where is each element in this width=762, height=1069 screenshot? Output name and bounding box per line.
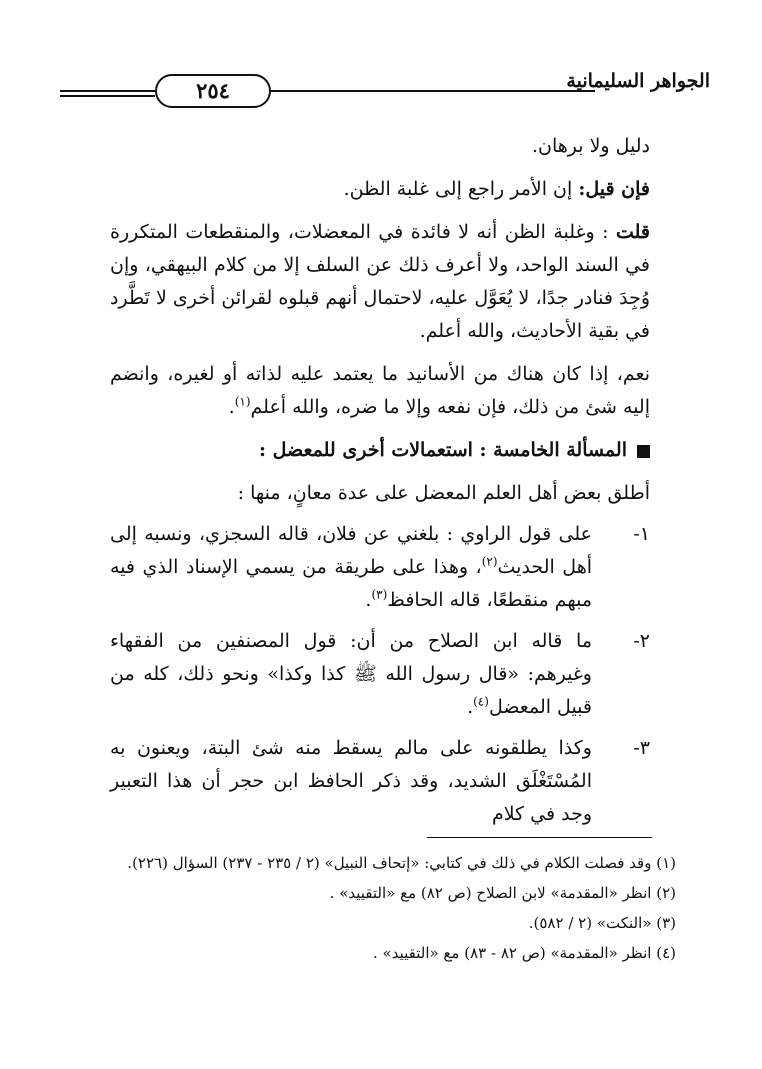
footnote-4: (٤) انظر «المقدمة» (ص ٨٢ - ٨٣) مع «التقييد» . [373,944,676,962]
list-item [110,625,650,724]
square-bullet-icon [637,445,650,458]
header-rule [60,90,595,92]
item-text-a: ما قاله ابن الصلاح من أن: قول المصنفين من الفقهاء وغيرهم: «قال رسول الله ﷺ كذا وكذا» ونحو ذلك، كله من قبيل المعضل [110,630,592,718]
item-number: ١- [633,523,650,545]
item-text-b: ، وهذا على طريقة من يسمي الإسناد الذي فيه مبهم منقطعًا، قاله الحافظ [110,556,592,611]
list-item [110,732,650,831]
paragraph-4-end: . [228,396,235,418]
answer-lead: قلت [615,221,650,243]
question-lead: فإن قيل: [578,178,650,200]
paragraph-4 [110,358,650,424]
answer-text: : وغلبة الظن أنه لا فائدة في المعضلات، والمنقطعات المتكررة في السند الواحد، ولا أعرف ذلك عن السلف إلا من كلام البيهقي، وإن وُجِدَ فنادر جدًا، لا يُعَوَّل عليه، لاحتمال أنهم قبلوه لقرائن أخرى لا تَطَّرد في بقية الأحاديث، والله أعلم. [110,221,650,342]
item-text-b: . [467,696,474,718]
footnote-ref-4: (٤) [473,694,489,709]
question-text: إن الأمر راجع إلى غلبة الظن. [343,178,579,200]
footnote-1: (١) وقد فصلت الكلام في ذلك في كتابي: «إتحاف النبيل» (٢ / ٢٣٥ - ٢٣٧) السؤال (٢٢٦). [127,854,676,872]
running-title: الجواهر السليمانية [566,70,710,92]
paragraph-4-text: نعم، إذا كان هناك من الأسانيد ما يعتمد عليه لذاته أو لغيره، وانضم إليه شئ من ذلك، فإن نفعه وإلا ما ضره، والله أعلم [110,363,650,418]
item-number: ٢- [633,630,650,652]
item-number: ٣- [633,737,650,759]
item-text-c: . [365,589,372,611]
footnote-ref-2: (٢) [481,554,498,569]
item-text [110,518,592,617]
footnotes [76,848,676,968]
footnote-separator [427,837,652,838]
section-heading [110,434,650,467]
paragraph-1: دليل ولا برهان. [531,135,650,157]
paragraph-2 [110,173,650,206]
item-text [110,625,592,724]
item-text: وكذا يطلقونه على مالم يسقط منه شئ البتة، ويعنون به المُسْتَغْلَق الشديد، وقد ذكر الحافظ ابن حجر أن هذا التعبير وجد في كلام [110,737,592,825]
paragraph-3 [110,216,650,348]
item-text-a: على قول الراوي : بلغني عن فلان، قاله السجزي، ونسبه إلى أهل الحديث [110,523,592,578]
main-text [110,130,650,831]
footnote-3: (٣) «النكت» (٢ / ٥٨٢). [528,914,676,932]
header-rule-left [60,95,155,97]
page-number: ٢٥٤ [155,74,271,108]
intro-line: أطلق بعض أهل العلم المعضل على عدة معانٍ، منها : [237,482,650,504]
section-title: المسألة الخامسة : استعمالات أخرى للمعضل : [259,439,627,461]
footnote-2: (٢) انظر «المقدمة» لابن الصلاح (ص ٨٢) مع «التقييد» . [329,884,676,902]
footnote-ref-3: (٣) [371,587,388,602]
page-header [60,70,710,110]
footnote-ref-1: (١) [234,394,251,409]
list-item [110,518,650,617]
